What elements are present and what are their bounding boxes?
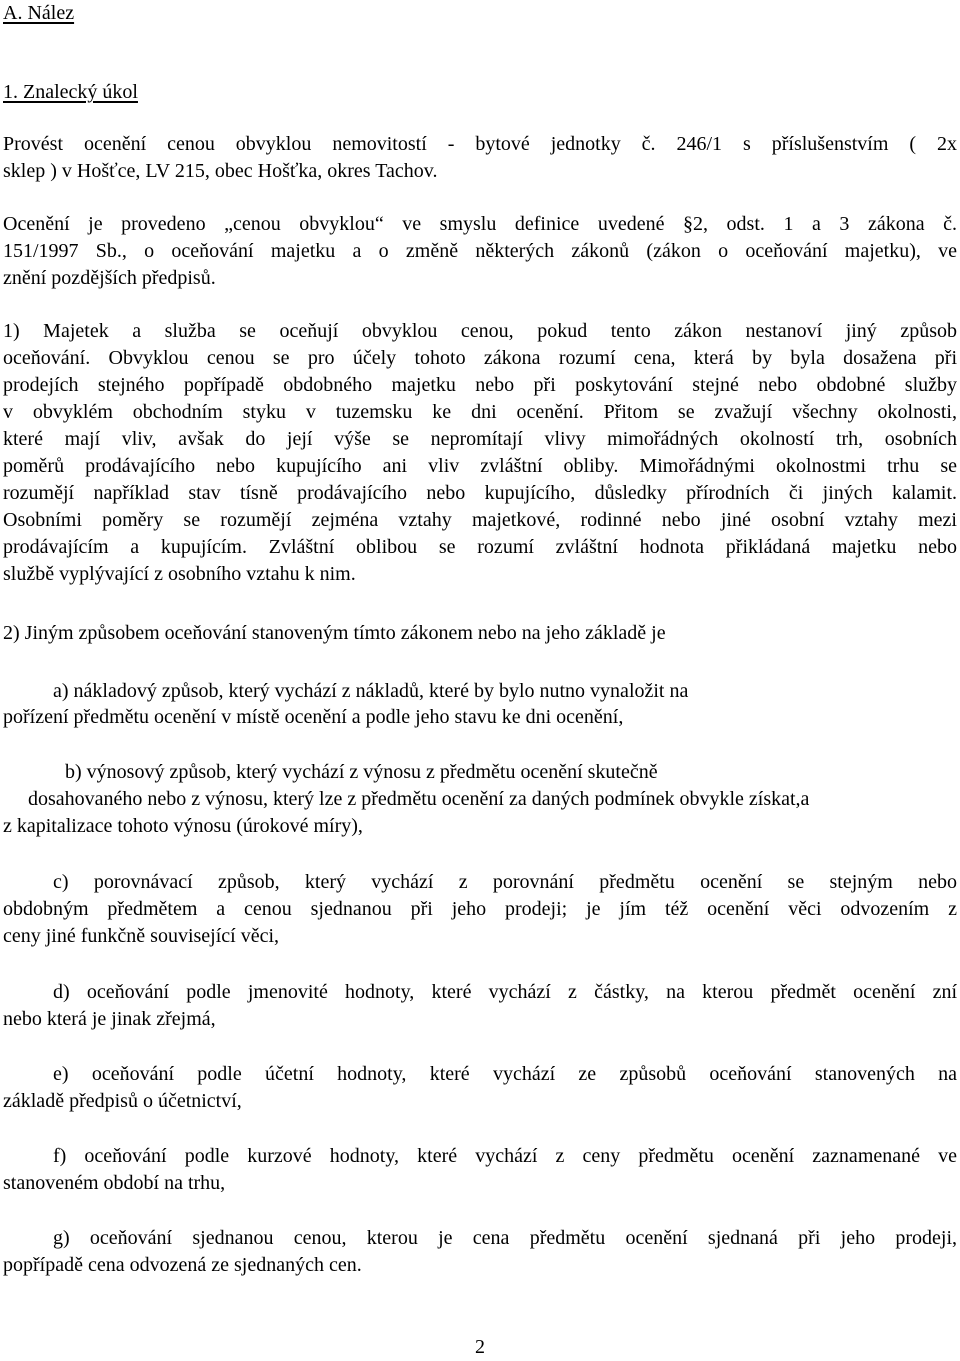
item-d-line-1: d) oceňování podle jmenovité hodnoty, které vychází z částky, na kterou předmět ocenění zní: [53, 981, 957, 1003]
item-a-line-1: a) nákladový způsob, který vychází z nákladů, které by bylo nutno vynaložit na: [53, 680, 689, 702]
item-f-line-1: f) oceňování podle kurzové hodnoty, které vychází z ceny předmětu ocenění zaznamenané ve: [53, 1145, 957, 1167]
paragraph-1-line: Osobními poměry se rozumějí zejména vztahy majetkové, rodinné nebo jiné osobní vztahy mezi: [3, 509, 957, 531]
item-g-line-2: popřípadě cena odvozená ze sjednaných cen.: [3, 1254, 362, 1276]
paragraph-1-line: které mají vliv, avšak do její výše se nepromítají vlivy mimořádných okolností trh, osobních: [3, 428, 957, 450]
item-c-line-3: ceny jiné funkčně související věci,: [3, 925, 280, 947]
paragraph-1-line: v obvyklém obchodním styku v tuzemsku ke dni ocenění. Přitom se zvažují všechny okolnosti,: [3, 401, 957, 423]
item-b-line-1: b) výnosový způsob, který vychází z výnosu z předmětu ocenění skutečně: [65, 761, 658, 783]
definition-line-1: Ocenění je provedeno „cenou obvyklou“ ve smyslu definice uvedené §2, odst. 1 a 3 zákona č.: [3, 213, 957, 235]
paragraph-2-intro: 2) Jiným způsobem oceňování stanoveným tímto zákonem nebo na jeho základě je: [3, 622, 666, 644]
paragraph-1-line: rozumějí například stav tísně prodávajícího nebo kupujícího, důsledky přírodních či jiných kalamit.: [3, 482, 957, 504]
item-d-line-2: nebo která je jinak zřejmá,: [3, 1008, 216, 1030]
paragraph-1-line: prodejích stejného popřípadě obdobného majetku nebo při poskytování stejné nebo obdobné služby: [3, 374, 957, 396]
paragraph-1-line: službě vyplývající z osobního vztahu k nim.: [3, 563, 356, 585]
paragraph-1-line: 1) Majetek a služba se oceňují obvyklou cenou, pokud tento zákon nestanoví jiný způsob: [3, 320, 957, 342]
definition-line-2: 151/1997 Sb., o oceňování majetku a o změně některých zákonů (zákon o oceňování majetku), ve: [3, 240, 957, 262]
item-e-line-2: základě předpisů o účetnictví,: [3, 1090, 242, 1112]
page-number: 2: [475, 1336, 485, 1358]
item-f-line-2: stanoveném období na trhu,: [3, 1172, 226, 1194]
paragraph-1-line: oceňování. Obvyklou cenou se pro účely tohoto zákona rozumí cena, která by byla dosažena při: [3, 347, 957, 369]
item-g-line-1: g) oceňování sjednanou cenou, kterou je cena předmětu ocenění sjednaná při jeho prodeji,: [53, 1227, 957, 1249]
task-heading: 1. Znalecký úkol: [3, 81, 138, 103]
intro-line-2: sklep ) v Hošťce, LV 215, obec Hošťka, okres Tachov.: [3, 160, 438, 182]
item-c-line-1: c) porovnávací způsob, který vychází z porovnání předmětu ocenění se stejným nebo: [53, 871, 957, 893]
paragraph-1-line: prodávajícím a kupujícím. Zvláštní oblibou se rozumí zvláštní hodnota přikládaná majetku nebo: [3, 536, 957, 558]
item-e-line-1: e) oceňování podle účetní hodnoty, které vychází ze způsobů oceňování stanovených na: [53, 1063, 957, 1085]
item-b-line-2: dosahovaného nebo z výnosu, který lze z předmětu ocenění za daných podmínek obvykle získat,a: [28, 788, 810, 810]
definition-line-3: znění pozdějších předpisů.: [3, 267, 216, 289]
paragraph-1-line: poměrů prodávajícího nebo kupujícího ani vliv zvláštní obliby. Mimořádnými okolnostmi trhu se: [3, 455, 957, 477]
item-a-line-2: pořízení předmětu ocenění v místě ocenění a podle jeho stavu ke dni ocenění,: [3, 706, 624, 728]
item-c-line-2: obdobným předmětem a cenou sjednanou při jeho prodeji; je jím též ocenění věci odvozením z: [3, 898, 957, 920]
item-b-line-3: z kapitalizace tohoto výnosu (úrokové míry),: [3, 815, 363, 837]
section-heading: A. Nález: [3, 2, 75, 24]
intro-line-1: Provést ocenění cenou obvyklou nemovitostí - bytové jednotky č. 246/1 s příslušenstvím ( 2x: [3, 133, 957, 155]
